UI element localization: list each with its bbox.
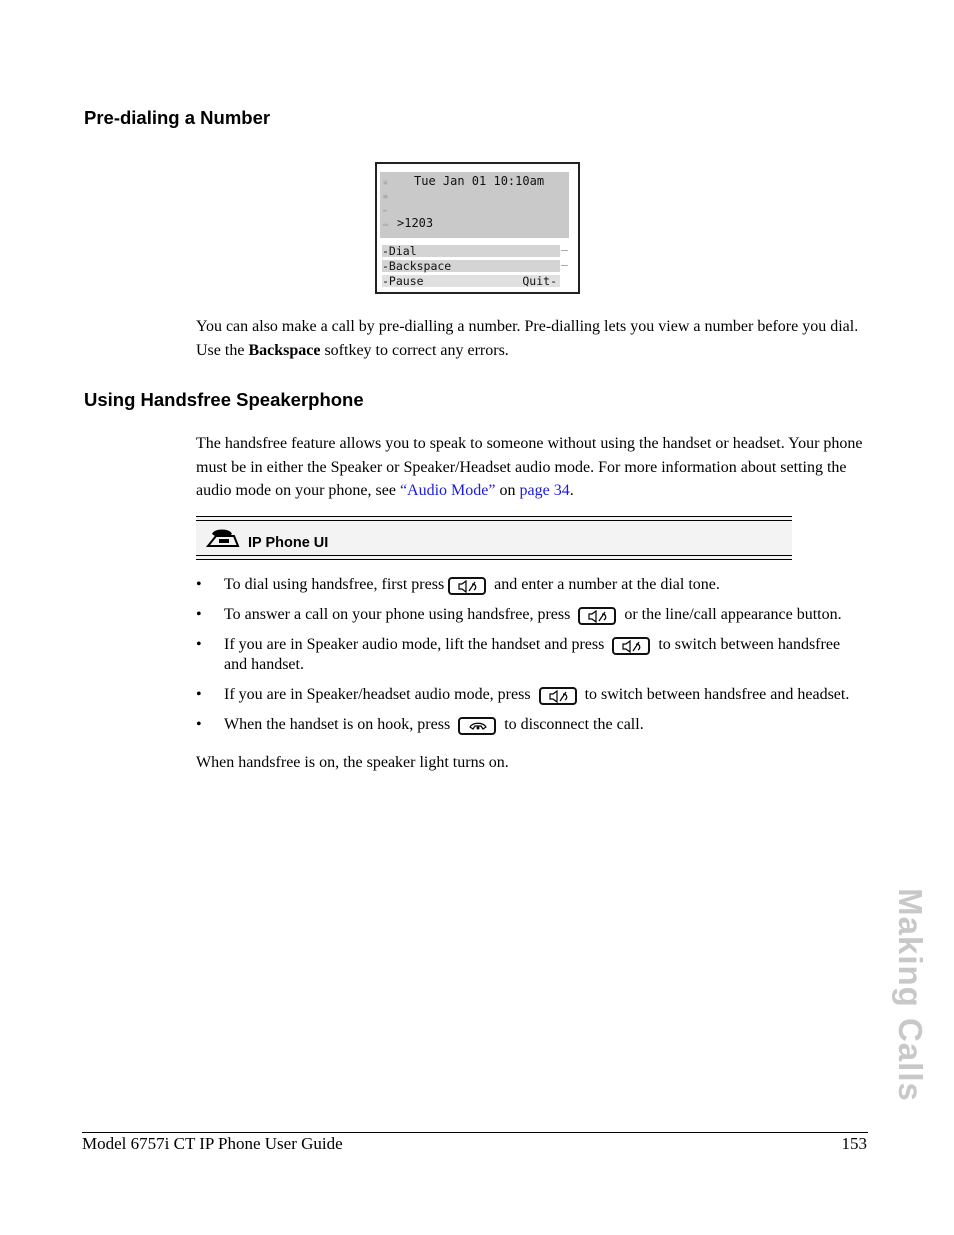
speaker-key-icon: [578, 607, 616, 625]
predialing-paragraph: You can also make a call by pre-dialling a number. Pre-dialling lets you view a number before you dial. Use the Backspace softkey to correct any errors.: [196, 318, 859, 359]
lcd-softkey-dial: -Dial: [382, 245, 560, 257]
lcd-softkey-pause-quit: -Pause Quit-: [382, 275, 560, 287]
lcd-arrow-icon: ←: [383, 206, 388, 215]
ip-phone-ui-banner: [196, 516, 792, 560]
handsfree-bullet-list: [196, 575, 856, 773]
list-item: • When the handset is on hook, press to disconnect the call.: [196, 716, 644, 733]
desk-phone-icon: [204, 526, 240, 555]
lcd-side-icons: [383, 176, 395, 232]
list-item: • If you are in Speaker/headset audio mode, press to switch between handsfree and headset.: [196, 686, 850, 703]
section-heading-handsfree: Using Handsfree Speakerphone: [84, 389, 364, 410]
footer-guide-title: Model 6757i CT IP Phone User Guide: [82, 1134, 343, 1153]
lcd-entry-prompt: >: [397, 216, 405, 230]
lcd-datetime: Tue Jan 01 10:10am: [414, 174, 545, 188]
list-item: • If you are in Speaker audio mode, lift the handset and press to switch between handsfree and handset.: [196, 636, 841, 673]
page-34-link[interactable]: page 34: [519, 482, 570, 499]
lcd-list-icon: ≡: [383, 192, 388, 201]
speaker-key-icon: [539, 687, 577, 705]
section-heading-predialing: Pre-dialing a Number: [84, 107, 271, 128]
lcd-entry: [397, 216, 433, 230]
lcd-softkey-backspace: -Backspace: [382, 260, 560, 272]
list-item: • To answer a call on your phone using handsfree, press or the line/call appearance button.: [196, 606, 842, 623]
list-item: • To dial using handsfree, first press and enter a number at the dial tone.: [196, 576, 720, 593]
banner-label: IP Phone UI: [248, 535, 329, 551]
speaker-key-icon: [612, 637, 650, 655]
lcd-card-icon: ▭: [383, 220, 388, 229]
chapter-side-tab: Making Calls: [892, 888, 929, 1102]
handsfree-paragraph: The handsfree feature allows you to speak to someone without using the handset or headset. Your phone must be in either the Speaker or Speaker/Headset audio mode. For more information about setting the audio mode on your phone, see “Audio Mode” on page 34.: [196, 435, 863, 499]
lcd-entry-number: 1203: [404, 216, 434, 230]
audio-mode-link[interactable]: “Audio Mode”: [399, 482, 496, 499]
handsfree-closing-note: When handsfree is on, the speaker light turns on.: [196, 754, 509, 771]
goodbye-key-icon: [458, 717, 496, 735]
lcd-gear-icon: ✲: [383, 178, 388, 187]
speaker-key-icon: [448, 577, 486, 595]
phone-lcd-screenshot: [375, 162, 580, 294]
footer-rule: [82, 1132, 868, 1133]
footer-page-number: 153: [841, 1134, 867, 1153]
